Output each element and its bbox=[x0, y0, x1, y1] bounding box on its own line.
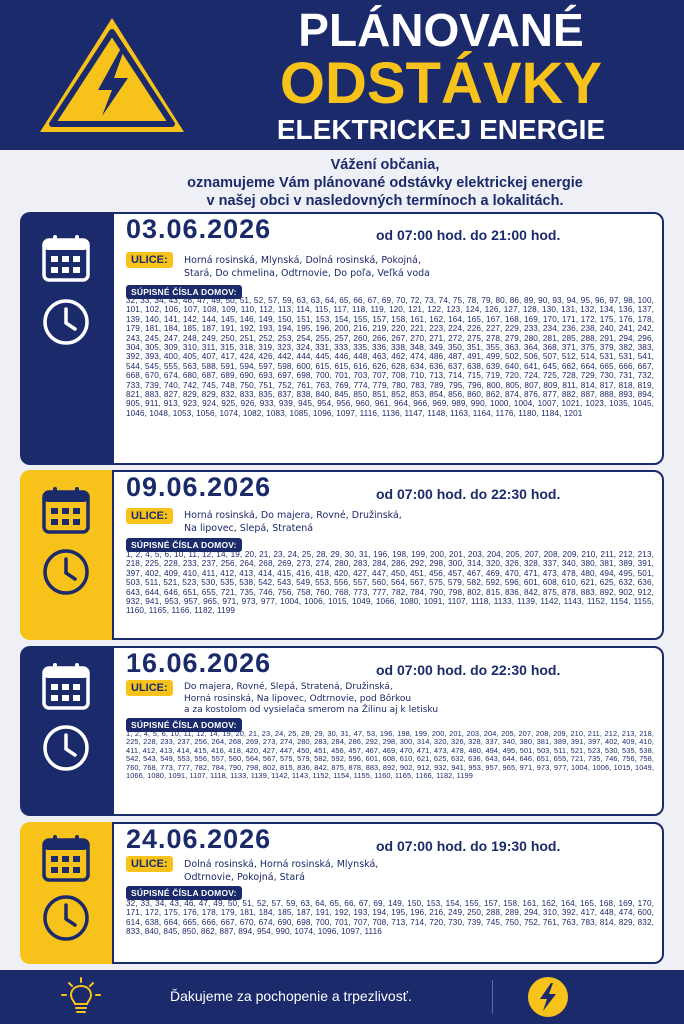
clock-icon bbox=[40, 892, 92, 944]
street-line: Na lipovec, Slepá, Stratená bbox=[184, 523, 314, 534]
outage-time: od 07:00 hod. do 19:30 hod. bbox=[376, 838, 561, 854]
intro-line-3: v našej obci v nasledovných termínoch a lokalitách. bbox=[206, 193, 564, 209]
clock-icon bbox=[40, 546, 92, 598]
outage-section bbox=[20, 646, 664, 816]
section-sidebar bbox=[20, 646, 112, 816]
street-line: Do majera, Rovné, Slepá, Stratená, Družinská, bbox=[184, 682, 393, 692]
lightning-icon bbox=[526, 975, 570, 1019]
outage-date: 24.06.2026 bbox=[126, 824, 272, 854]
calendar-icon bbox=[40, 832, 92, 884]
outage-time: od 07:00 hod. do 21:00 hod. bbox=[376, 227, 561, 243]
cisla-label: SÚPISNÉ ČÍSLA DOMOV: bbox=[126, 718, 242, 732]
street-line: Horná rosinská, Na lipovec, Odtrnovie, pod Bôrkou bbox=[184, 693, 412, 704]
house-numbers: 1, 2, 4, 5, 6, 10, 11, 12, 14, 19, 20, 21, 23, 24, 25, 28, 29, 30, 31, 47, 53, 196, 198, 199, 200, 201, 203, 204, 205, 207, 208, 209, 210, 211, 212, 213, 218, 225, 228, 233, 237, 256, 264, 268, 269, 273, 274, 280, 283, 284, 286, 292, 298, 300, 314, 320, 326, 328, 337, 340, 380, 381, 389, 391, 397, 402, 409, 410, 411, 412, 413, 414, 415, 416, 418, 420, 427, 447, 450, 451, 456, 457, 467, 469, 470, 471, 473, 478, 480, 494, 495, 501, 503, 511, 521, 523, 530, 535, 538, 542, 543, 549, 553, 556, 557, 560, 564, 567, 575, 579, 582, 592, 596, 601, 608, 610, 621, 625, 632, 636, 643, 644, 646, 651, 655, 721, 735, 746, 756, 758, 760, 768, 773, 777, 782, 784, 790, 798, 802, 815, 836, 842, 875, 878, 883, 892, 902, 912, 932, 941, 953, 957, 965, 971, 973, 977, 1004, 1006, 1015, 1049, 1066, 1080, 1091, 1107, 1118, 1133, 1139, 1142, 1143, 1152, 1154, 1155, 1160, 1165, 1166, 1182, 1199 bbox=[126, 729, 654, 781]
outage-time: od 07:00 hod. do 22:30 hod. bbox=[376, 486, 561, 502]
section-card bbox=[112, 212, 664, 465]
house-numbers: 32, 33, 34, 43, 46, 47, 49, 50, 51, 52, 57, 59, 63, 64, 65, 66, 67, 69, 149, 150, 153, 154, 155, 157, 158, 161, 162, 164, 165, 168, 169, 170, 171, 172, 175, 176, 178, 179, 181, 184, 185, 187, 191, 192, 193, 194, 195, 196, 216, 249, 250, 288, 289, 294, 310, 392, 417, 448, 474, 600, 614, 638, 664, 665, 666, 667, 670, 674, 690, 698, 700, 701, 707, 708, 713, 714, 720, 730, 739, 745, 750, 752, 761, 763, 783, 814, 829, 832, 833, 840, 845, 850, 862, 887, 894, 954, 990, 1074, 1096, 1097, 1116 bbox=[126, 899, 654, 937]
section-card bbox=[112, 470, 664, 640]
title-line-3: ELEKTRICKEJ ENERGIE bbox=[276, 114, 606, 145]
cisla-label: SÚPISNÉ ČÍSLA DOMOV: bbox=[126, 538, 242, 552]
outage-date: 03.06.2026 bbox=[126, 214, 272, 244]
clock-icon bbox=[40, 722, 92, 774]
intro-line-1: Vážení občania, bbox=[330, 157, 440, 173]
house-numbers: 1, 2, 4, 5, 6, 10, 11, 12, 14, 19, 20, 21, 23, 24, 25, 28, 29, 30, 31, 196, 198, 199, 200, 201, 203, 204, 205, 207, 208, 209, 210, 211, 212, 213, 218, 225, 228, 233, 237, 256, 264, 268, 269, 273, 274, 280, 283, 284, 286, 292, 298, 300, 314, 320, 326, 328, 337, 340, 380, 381, 389, 391, 397, 402, 409, 410, 411, 412, 413, 414, 415, 416, 418, 420, 427, 447, 450, 451, 456, 457, 467, 469, 470, 471, 473, 478, 480, 494, 495, 501, 503, 511, 521, 523, 530, 535, 538, 542, 543, 549, 553, 556, 557, 560, 564, 567, 575, 579, 582, 592, 596, 601, 608, 610, 621, 625, 632, 636, 643, 644, 646, 651, 655, 721, 735, 746, 756, 758, 760, 768, 773, 777, 782, 784, 790, 798, 802, 815, 836, 842, 875, 878, 883, 892, 902, 912, 932, 941, 953, 957, 965, 971, 973, 977, 1004, 1006, 1015, 1049, 1066, 1080, 1091, 1107, 1118, 1133, 1139, 1142, 1143, 1152, 1154, 1155, 1160, 1165, 1166, 1182, 1199 bbox=[126, 550, 654, 616]
header-banner bbox=[0, 0, 684, 150]
warning-triangle-icon bbox=[36, 12, 188, 138]
clock-icon bbox=[40, 296, 92, 348]
street-line: a za kostolom od vysielača smerom na Žilinu aj k letisku bbox=[184, 705, 439, 715]
section-sidebar bbox=[20, 822, 112, 964]
outage-section bbox=[20, 212, 664, 465]
street-list bbox=[184, 858, 544, 884]
divider bbox=[492, 980, 493, 1014]
intro-line-2: oznamujeme Vám plánované odstávky elektrickej energie bbox=[187, 175, 583, 191]
cisla-label: SÚPISNÉ ČÍSLA DOMOV: bbox=[126, 285, 242, 299]
calendar-icon bbox=[40, 232, 92, 284]
calendar-icon bbox=[40, 484, 92, 536]
house-numbers: 32, 33, 34, 43, 46, 47, 49, 50, 51, 52, 57, 59, 63, 63, 64, 65, 66, 67, 69, 70, 72, 73, 74, 75, 78, 79, 80, 86, 89, 90, 93, 94, 95, 96, 97, 98, 100, 101, 102, 106, 107, 108, 109, 110, 112, 113, 114, 115, 117, 118, 119, 120, 121, 122, 123, 124, 126, 127, 128, 130, 131, 132, 134, 136, 137, 139, 140, 141, 142, 144, 145, 146, 149, 150, 151, 153, 154, 155, 157, 158, 161, 162, 164, 165, 167, 168, 169, 170, 171, 172, 175, 176, 178, 179, 181, 184, 185, 187, 191, 192, 193, 194, 195, 196, 200, 216, 219, 220, 221, 223, 224, 226, 227, 229, 233, 234, 236, 238, 240, 241, 242, 243, 245, 247, 248, 249, 250, 251, 252, 253, 254, 255, 257, 260, 266, 267, 270, 271, 272, 275, 278, 279, 280, 281, 285, 288, 291, 294, 296, 304, 305, 309, 310, 311, 315, 318, 319, 323, 324, 331, 333, 335, 336, 338, 348, 349, 350, 351, 355, 363, 364, 368, 371, 375, 379, 382, 383, 392, 393, 400, 405, 407, 417, 424, 426, 442, 444, 445, 446, 448, 463, 462, 474, 486, 487, 491, 499, 502, 506, 507, 512, 514, 531, 531, 541, 544, 545, 555, 563, 588, 591, 594, 597, 598, 600, 615, 615, 616, 626, 628, 634, 636, 637, 638, 639, 640, 641, 645, 662, 664, 665, 666, 667, 668, 670, 674, 680, 687, 689, 690, 693, 697, 698, 700, 701, 703, 707, 708, 710, 713, 714, 715, 719, 720, 724, 725, 728, 729, 730, 731, 732, 733, 739, 740, 742, 745, 748, 750, 751, 752, 761, 763, 769, 774, 779, 780, 783, 789, 795, 796, 800, 805, 807, 809, 811, 814, 817, 818, 819, 821, 883, 827, 829, 829, 832, 833, 835, 837, 838, 840, 845, 850, 851, 852, 853, 854, 856, 860, 862, 874, 876, 877, 882, 887, 888, 893, 894, 905, 911, 913, 923, 924, 925, 926, 933, 939, 945, 954, 956, 960, 961, 964, 966, 969, 989, 990, 1000, 1004, 1007, 1021, 1023, 1035, 1045, 1046, 1048, 1053, 1056, 1074, 1082, 1083, 1085, 1096, 1097, 1116, 1136, 1147, 1148, 1163, 1164, 1176, 1180, 1184, 1201 bbox=[126, 296, 654, 418]
street-list bbox=[184, 254, 544, 280]
ulice-label: ULICE: bbox=[126, 508, 173, 524]
ulice-label: ULICE: bbox=[126, 680, 173, 696]
outage-time: od 07:00 hod. do 22:30 hod. bbox=[376, 662, 561, 678]
street-line: Horná rosinská, Mlynská, Dolná rosinská, Pokojná, bbox=[184, 255, 422, 266]
outage-date: 09.06.2026 bbox=[126, 472, 272, 502]
outage-date: 16.06.2026 bbox=[126, 648, 272, 678]
street-line: Horná rosinská, Do majera, Rovné, Družinská, bbox=[184, 510, 402, 521]
street-line: Stará, Do chmelina, Odtrnovie, Do poľa, Veľká voda bbox=[184, 268, 430, 279]
title-line-2: ODSTÁVKY bbox=[279, 51, 603, 116]
ulice-label: ULICE: bbox=[126, 252, 173, 268]
section-card bbox=[112, 646, 664, 816]
lightbulb-icon bbox=[60, 976, 102, 1018]
calendar-icon bbox=[40, 660, 92, 712]
intro-text bbox=[110, 156, 660, 210]
street-line: Dolná rosinská, Horná rosinská, Mlynská, bbox=[184, 859, 379, 870]
outage-section bbox=[20, 822, 664, 964]
cisla-label: SÚPISNÉ ČÍSLA DOMOV: bbox=[126, 886, 242, 900]
title-line-1: PLÁNOVANÉ bbox=[298, 4, 584, 56]
thanks-text: Ďakujeme za pochopenie a trpezlivosť. bbox=[170, 988, 412, 1004]
section-sidebar bbox=[20, 470, 112, 640]
street-line: Odtrnovie, Pokojná, Stará bbox=[184, 872, 305, 883]
ulice-label: ULICE: bbox=[126, 856, 173, 872]
section-card bbox=[112, 822, 664, 964]
street-list bbox=[184, 682, 544, 717]
outage-section bbox=[20, 470, 664, 640]
section-sidebar bbox=[20, 212, 112, 465]
street-list bbox=[184, 509, 544, 535]
footer bbox=[0, 970, 684, 1024]
